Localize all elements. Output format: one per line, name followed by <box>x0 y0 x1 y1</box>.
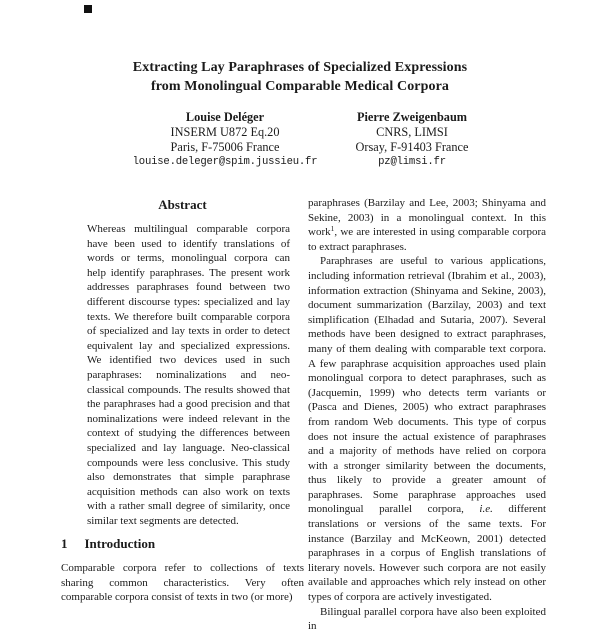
footnote-marker-1: 1 <box>330 224 335 234</box>
author-2 <box>292 110 532 170</box>
intro-paragraph-left: Comparable corpora refer to collections of texts sharing common characteristics. Very often comparable corpora consist of texts in two (or more) <box>61 562 304 604</box>
author-1-affiliation: INSERM U872 Eq.20 <box>170 125 280 139</box>
right-paragraph-2-text-cont: different translations or versions of the same texts. For instance (Barzilay and McKeown, 2001) detected paraphrases in a corpus of English translations of literary novels. However such corpora are not easily available and approaches which rely instead on other types of corpora are actively investigated. <box>308 503 546 604</box>
paper-title-line1: Extracting Lay Paraphrases of Specialized Expressions <box>132 60 468 75</box>
scan-corner-mark <box>84 5 92 13</box>
right-paragraph-2-text: Paraphrases are useful to various applications, including information retrieval (Ibrahim et al., 2003), information extraction (Shinyama and Sekine, 2003), document summarization (Barzilay, 2003) and text simplification (Elhadad and Sutaria, 2007). Several methods have been designed to extract paraphrases, many of them dealing with comparable text corpora. A few paraphrase acquisition approaches used plain monolingual corpora to detect paraphrases, such as (Jacquemin, 1999) who detects term variants or (Pasca and Dienes, 2005) who extract paraphrases from random Web documents. This type of corpus does not insure the actual existence of paraphrases and a majority of methods have relied on corpora with a stronger similarity between the documents, thus likely to provide a greater amount of paraphrases. Some paraphrase approaches used monolingual parallel corpora, <box>308 255 546 516</box>
right-paragraph-1-text: paraphrases (Barzilay and Lee, 2003; Shinyama and Sekine, 2003) in a monolingual context. In this work <box>308 197 546 239</box>
right-paragraph-3-clipped: Bilingual parallel corpora have also been exploited in <box>308 605 546 633</box>
right-paragraph-1 <box>308 196 546 254</box>
author-1-email: louise.deleger@spim.jussieu.fr <box>132 156 318 168</box>
author-1-name: Louise Deléger <box>185 110 265 124</box>
right-paragraph-1-text-cont: , we are interested in using comparable corpora to extract paraphrases. <box>308 226 546 253</box>
section-1-heading <box>61 536 304 552</box>
author-1-address: Paris, F-75006 France <box>170 140 280 154</box>
section-1-number: 1 <box>61 536 68 551</box>
paper-title <box>0 58 600 96</box>
right-paragraph-2-ie: i.e. <box>479 503 493 516</box>
author-2-affiliation: CNRS, LIMSI <box>376 125 448 139</box>
author-2-email: pz@limsi.fr <box>378 156 446 168</box>
right-column <box>308 196 546 634</box>
right-paragraph-2 <box>308 254 546 604</box>
paper-title-line2: from Monolingual Comparable Medical Corpora <box>150 79 450 94</box>
section-1-title: Introduction <box>84 536 156 551</box>
abstract-text: Whereas multilingual comparable corpora have been used to identify translations of words or terms, monolingual corpora can help identify paraphrases. The present work addresses paraphrases found between two different discourse types: specialized and lay texts. We therefore built comparable corpora of specialized and lay texts in order to detect equivalent lay and specialized expressions. We identified two devices used in such paraphrases: nominalizations and neo-classical compounds. The results showed that the paraphrases had a good precision and that nominalizations were indeed relevant in the context of studying the differences between specialized and lay language. Neo-classical compounds were less conclusive. This study also demonstrates that simple paraphrase acquisition methods can also work on texts with a rather small degree of similarity, once similar text segments are detected. <box>87 223 290 527</box>
author-2-name: Pierre Zweigenbaum <box>356 110 468 124</box>
author-2-address: Orsay, F-91403 France <box>355 140 469 154</box>
left-column <box>61 197 304 605</box>
abstract-heading: Abstract <box>158 197 207 212</box>
